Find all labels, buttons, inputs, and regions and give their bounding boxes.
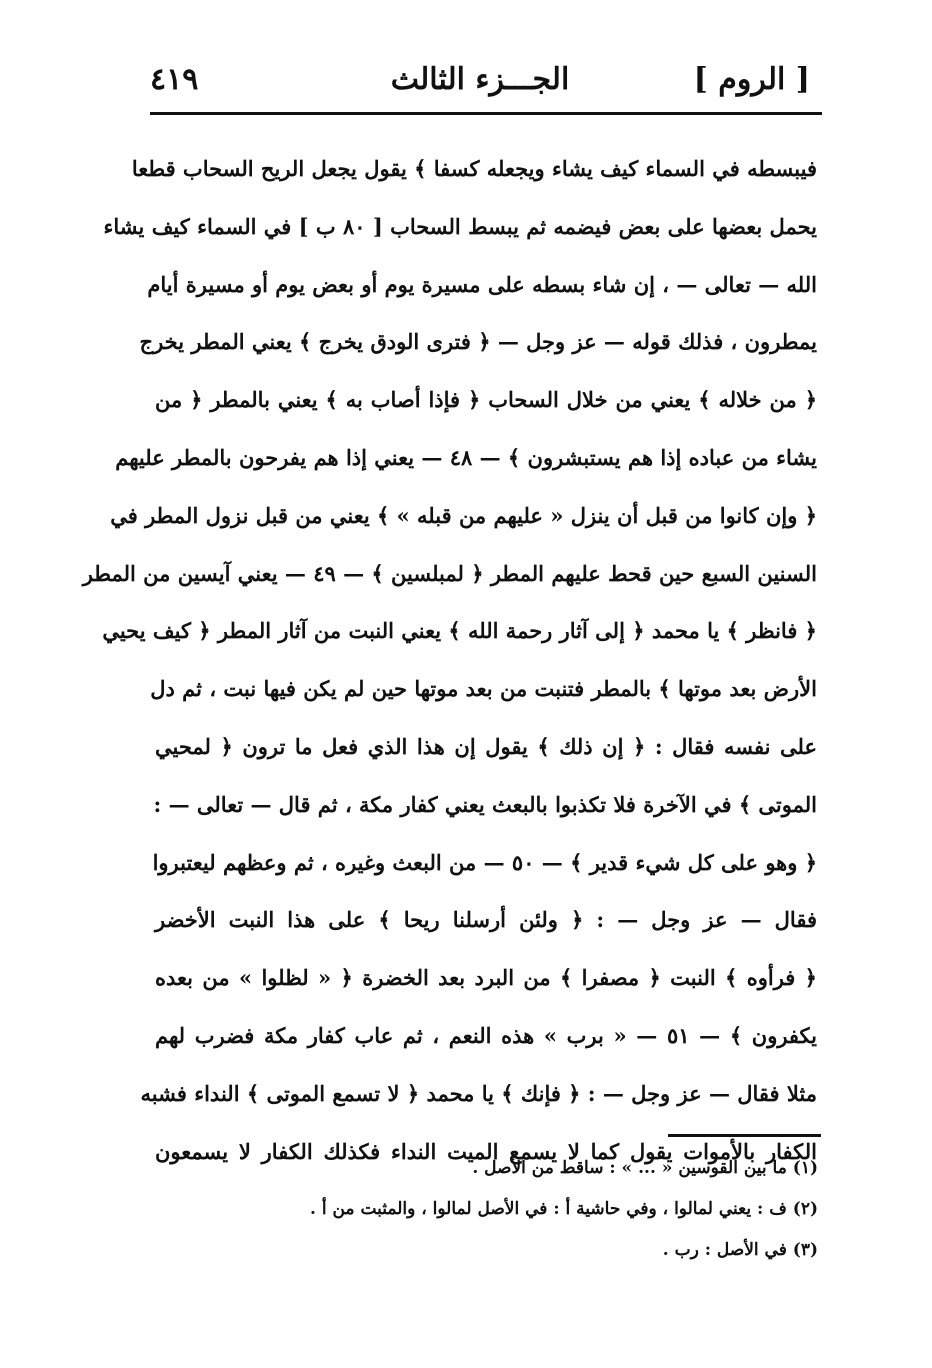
text-line: السنين السبع حين قحط عليهم المطر ﴿ لمبلسين ﴾ — ٤٩ — يعني آيسين من المطر (82, 560, 817, 586)
text-line: ﴿ فرأوه ﴾ النبت ﴿ مصفرا ﴾ من البرد بعد الخضرة ﴿ « لظلوا » من بعده (155, 965, 817, 991)
footnote: (٣) في الأصل : رب . (662, 1240, 818, 1260)
text-line: فيبسطه في السماء كيف يشاء ويجعله كسفا ﴾ يقول يجعل الريح السحاب قطعا (131, 156, 817, 181)
text-line: ﴿ من خلاله ﴾ يعني من خلال السحاب ﴿ فإذا أصاب به ﴾ يعني بالمطر ﴿ من (155, 387, 817, 413)
text-line: مثلا فقال — عز وجل — : ﴿ فإنك ﴾ يا محمد ﴿ لا تسمع الموتى ﴾ النداء فشبه (140, 1080, 817, 1106)
main-text (82, 140, 817, 1180)
text-line: ﴿ وهو على كل شيء قدير ﴾ — ٥٠ — من البعث وغيره ، ثم وعظهم ليعتبروا (152, 849, 817, 875)
text-line: الأرض بعد موتها ﴾ بالمطر فتنبت من بعد موتها حين لم يكن فيها نبت ، ثم دل (150, 676, 817, 702)
footnote: (١) ما بين القوسين « ... » : ساقط من الأصل . (472, 1158, 818, 1178)
text-line: يحمل بعضها على بعض فيضمه ثم يبسط السحاب [ ٨٠ ب ] في السماء كيف يشاء (103, 213, 817, 239)
volume-title: الجـــزء الثالث (390, 62, 570, 97)
text-line: يكفرون ﴾ — ٥١ — « برب » هذه النعم ، ثم عاب كفار مكة فضرب لهم (155, 1022, 817, 1048)
footnote-divider (668, 1134, 821, 1137)
text-line: الموتى ﴾ في الآخرة فلا تكذبوا بالبعث يعني كفار مكة ، ثم قال — تعالى — : (153, 791, 817, 817)
text-line: على نفسه فقال : ﴿ إن ذلك ﴾ يقول إن هذا الذي فعل ما ترون ﴿ لمحيي (155, 733, 817, 759)
footnote: (٢) ف : يعني لمالوا ، وفي حاشية أ : في الأصل لمالوا ، والمثبت من أ . (310, 1199, 818, 1219)
text-line: يشاء من عباده إذا هم يستبشرون ﴾ — ٤٨ — يعني إذا هم يفرحون بالمطر عليهم (115, 444, 817, 470)
footnotes (200, 1148, 818, 1271)
text-line: فقال — عز وجل — : ﴿ ولئن أرسلنا ريحا ﴾ على هذا النبت الأخضر (155, 907, 817, 933)
header-divider (150, 112, 822, 115)
text-line: يمطرون ، فذلك قوله — عز وجل — ﴿ فترى الودق يخرج ﴾ يعني المطر يخرج (139, 329, 817, 355)
text-line: الكفار بالأموات يقول كما لا يسمع الميت النداء فكذلك الكفار لا يسمعون (155, 1138, 817, 1164)
text-line: الله — تعالى — ، إن شاء بسطه على مسيرة يوم أو بعض يوم أو مسيرة أيام (147, 271, 817, 297)
text-line: ﴿ وإن كانوا من قبل أن ينزل « عليهم من قبله » ﴾ يعني من قبل نزول المطر في (110, 502, 817, 528)
page-header (150, 62, 810, 106)
text-line: ﴿ فانظر ﴾ يا محمد ﴿ إلى آثار رحمة الله ﴾ يعني النبت من آثار المطر ﴿ كيف يحيي (102, 618, 817, 644)
page-number: ٤١٩ (150, 62, 199, 97)
chapter-title: [ الروم ] (693, 62, 810, 97)
